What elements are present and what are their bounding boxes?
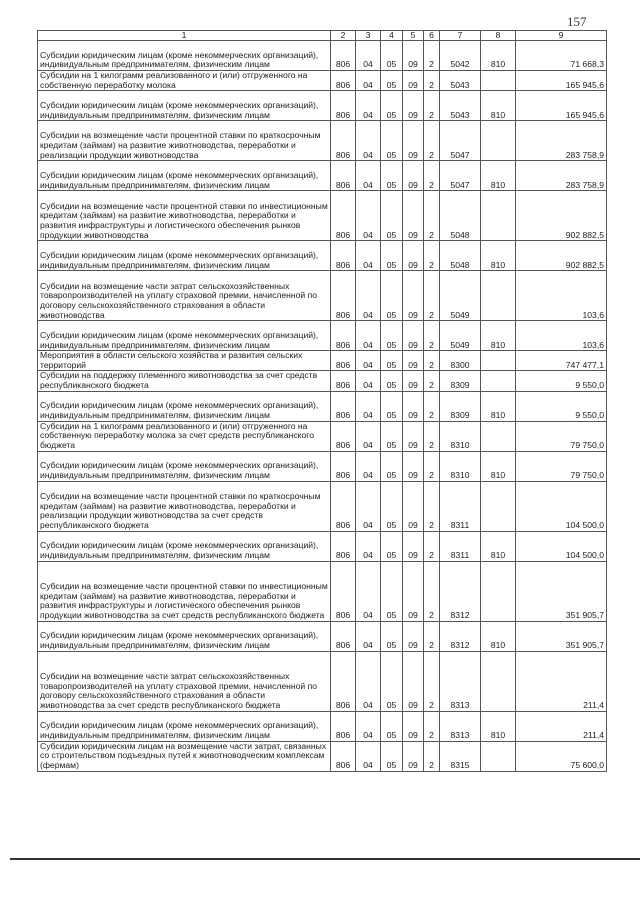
subprogram-code: 2 bbox=[424, 481, 440, 531]
subsection-code: 05 bbox=[381, 391, 403, 421]
program-code: 09 bbox=[403, 351, 424, 371]
section-code: 04 bbox=[356, 241, 381, 271]
table-row bbox=[38, 741, 607, 771]
expense-type-code bbox=[481, 741, 516, 771]
amount: 211,4 bbox=[516, 651, 607, 711]
program-code: 09 bbox=[403, 651, 424, 711]
row-description: Мероприятия в области сельского хозяйства и развития сельских территорий bbox=[38, 351, 331, 371]
expense-type-code: 810 bbox=[481, 161, 516, 191]
program-code: 09 bbox=[403, 241, 424, 271]
budget-table bbox=[37, 30, 607, 772]
target-article-code: 8310 bbox=[440, 421, 481, 451]
row-description: Субсидии юридическим лицам (кроме некоммерческих организаций), индивидуальным предпринимателям, физическим лицам bbox=[38, 391, 331, 421]
expense-type-code bbox=[481, 271, 516, 321]
subprogram-code: 2 bbox=[424, 271, 440, 321]
section-code: 04 bbox=[356, 161, 381, 191]
program-code: 09 bbox=[403, 561, 424, 621]
target-article-code: 5047 bbox=[440, 161, 481, 191]
page-bottom-rule bbox=[10, 858, 640, 860]
row-description: Субсидии на возмещение части процентной ставки по краткосрочным кредитам (займам) на развитие животноводства, переработки и реализации продукции животноводства за счет средств республиканского бюджета bbox=[38, 481, 331, 531]
target-article-code: 5049 bbox=[440, 321, 481, 351]
row-description: Субсидии юридическим лицам (кроме некоммерческих организаций), индивидуальным предпринимателям, физическим лицам bbox=[38, 91, 331, 121]
row-description: Субсидии юридическим лицам (кроме некоммерческих организаций), индивидуальным предпринимателям, физическим лицам bbox=[38, 161, 331, 191]
subprogram-code: 2 bbox=[424, 531, 440, 561]
expense-type-code bbox=[481, 561, 516, 621]
admin-code: 806 bbox=[331, 321, 356, 351]
target-article-code: 8311 bbox=[440, 481, 481, 531]
program-code: 09 bbox=[403, 371, 424, 391]
column-header: 3 bbox=[356, 31, 381, 41]
expense-type-code: 810 bbox=[481, 711, 516, 741]
amount: 104 500,0 bbox=[516, 481, 607, 531]
column-header: 6 bbox=[424, 31, 440, 41]
expense-type-code: 810 bbox=[481, 91, 516, 121]
table-row bbox=[38, 651, 607, 711]
row-description: Субсидии юридическим лицам (кроме некоммерческих организаций), индивидуальным предпринимателям, физическим лицам bbox=[38, 41, 331, 71]
target-article-code: 8312 bbox=[440, 621, 481, 651]
row-description: Субсидии на возмещение части затрат сельскохозяйственных товаропроизводителей на уплату страховой премии, начисленной по договору сельскохозяйственного страхования в области животноводства bbox=[38, 271, 331, 321]
admin-code: 806 bbox=[331, 711, 356, 741]
table-row bbox=[38, 161, 607, 191]
subprogram-code: 2 bbox=[424, 321, 440, 351]
expense-type-code: 810 bbox=[481, 621, 516, 651]
section-code: 04 bbox=[356, 621, 381, 651]
target-article-code: 5042 bbox=[440, 41, 481, 71]
section-code: 04 bbox=[356, 711, 381, 741]
subsection-code: 05 bbox=[381, 71, 403, 91]
subsection-code: 05 bbox=[381, 321, 403, 351]
section-code: 04 bbox=[356, 41, 381, 71]
target-article-code: 5043 bbox=[440, 71, 481, 91]
subprogram-code: 2 bbox=[424, 561, 440, 621]
row-description: Субсидии на 1 килограмм реализованного и (или) отгруженного на собственную переработку молока за счет средств республиканского бюджета bbox=[38, 421, 331, 451]
target-article-code: 8315 bbox=[440, 741, 481, 771]
amount: 902 882,5 bbox=[516, 241, 607, 271]
admin-code: 806 bbox=[331, 121, 356, 161]
target-article-code: 8300 bbox=[440, 351, 481, 371]
program-code: 09 bbox=[403, 481, 424, 531]
target-article-code: 8309 bbox=[440, 371, 481, 391]
amount: 103,6 bbox=[516, 321, 607, 351]
target-article-code: 8312 bbox=[440, 561, 481, 621]
program-code: 09 bbox=[403, 71, 424, 91]
subprogram-code: 2 bbox=[424, 421, 440, 451]
table-row bbox=[38, 121, 607, 161]
target-article-code: 8309 bbox=[440, 391, 481, 421]
amount: 351 905,7 bbox=[516, 561, 607, 621]
program-code: 09 bbox=[403, 531, 424, 561]
program-code: 09 bbox=[403, 271, 424, 321]
subsection-code: 05 bbox=[381, 371, 403, 391]
row-description: Субсидии на возмещение части процентной ставки по краткосрочным кредитам (займам) на развитие животноводства, переработки и реализации продукции животноводства bbox=[38, 121, 331, 161]
program-code: 09 bbox=[403, 191, 424, 241]
table-row bbox=[38, 241, 607, 271]
subprogram-code: 2 bbox=[424, 351, 440, 371]
admin-code: 806 bbox=[331, 191, 356, 241]
subsection-code: 05 bbox=[381, 741, 403, 771]
admin-code: 806 bbox=[331, 451, 356, 481]
table-row bbox=[38, 371, 607, 391]
table-row bbox=[38, 391, 607, 421]
expense-type-code: 810 bbox=[481, 451, 516, 481]
amount: 747 477,1 bbox=[516, 351, 607, 371]
target-article-code: 5049 bbox=[440, 271, 481, 321]
admin-code: 806 bbox=[331, 391, 356, 421]
amount: 75 600,0 bbox=[516, 741, 607, 771]
table-row bbox=[38, 621, 607, 651]
program-code: 09 bbox=[403, 421, 424, 451]
target-article-code: 8311 bbox=[440, 531, 481, 561]
admin-code: 806 bbox=[331, 621, 356, 651]
subprogram-code: 2 bbox=[424, 741, 440, 771]
subprogram-code: 2 bbox=[424, 621, 440, 651]
subsection-code: 05 bbox=[381, 711, 403, 741]
section-code: 04 bbox=[356, 91, 381, 121]
table-row bbox=[38, 481, 607, 531]
subprogram-code: 2 bbox=[424, 651, 440, 711]
row-description: Субсидии юридическим лицам (кроме некоммерческих организаций), индивидуальным предпринимателям, физическим лицам bbox=[38, 321, 331, 351]
admin-code: 806 bbox=[331, 161, 356, 191]
table-body bbox=[38, 41, 607, 772]
target-article-code: 8313 bbox=[440, 711, 481, 741]
amount: 211,4 bbox=[516, 711, 607, 741]
row-description: Субсидии юридическим лицам (кроме некоммерческих организаций), индивидуальным предпринимателям, физическим лицам bbox=[38, 451, 331, 481]
column-header: 2 bbox=[331, 31, 356, 41]
table-row bbox=[38, 191, 607, 241]
subsection-code: 05 bbox=[381, 241, 403, 271]
expense-type-code bbox=[481, 481, 516, 531]
row-description: Субсидии на возмещение части процентной ставки по инвестиционным кредитам (займам) на развитие животноводства, переработки и развития инфраструктуры и логистического обеспечения рынков продукции животноводства за счет средств республиканского бюджета bbox=[38, 561, 331, 621]
amount: 283 758,9 bbox=[516, 121, 607, 161]
program-code: 09 bbox=[403, 451, 424, 481]
row-description: Субсидии юридическим лицам на возмещение части затрат, связанных со строительством подъездных путей к животноводческим комплексам (фермам) bbox=[38, 741, 331, 771]
column-header: 1 bbox=[38, 31, 331, 41]
section-code: 04 bbox=[356, 531, 381, 561]
section-code: 04 bbox=[356, 741, 381, 771]
amount: 283 758,9 bbox=[516, 161, 607, 191]
subsection-code: 05 bbox=[381, 351, 403, 371]
table-row bbox=[38, 351, 607, 371]
section-code: 04 bbox=[356, 71, 381, 91]
column-header: 4 bbox=[381, 31, 403, 41]
table-row bbox=[38, 561, 607, 621]
expense-type-code bbox=[481, 371, 516, 391]
subsection-code: 05 bbox=[381, 481, 403, 531]
table-row bbox=[38, 91, 607, 121]
amount: 103,6 bbox=[516, 271, 607, 321]
page-number: 157 bbox=[567, 14, 587, 29]
expense-type-code bbox=[481, 191, 516, 241]
amount: 79 750,0 bbox=[516, 451, 607, 481]
expense-type-code bbox=[481, 421, 516, 451]
program-code: 09 bbox=[403, 121, 424, 161]
subprogram-code: 2 bbox=[424, 391, 440, 421]
subprogram-code: 2 bbox=[424, 71, 440, 91]
amount: 104 500,0 bbox=[516, 531, 607, 561]
column-number-row bbox=[38, 31, 607, 41]
target-article-code: 5048 bbox=[440, 241, 481, 271]
amount: 9 550,0 bbox=[516, 371, 607, 391]
subsection-code: 05 bbox=[381, 651, 403, 711]
section-code: 04 bbox=[356, 481, 381, 531]
row-description: Субсидии юридическим лицам (кроме некоммерческих организаций), индивидуальным предпринимателям, физическим лицам bbox=[38, 241, 331, 271]
admin-code: 806 bbox=[331, 421, 356, 451]
table-row bbox=[38, 711, 607, 741]
expense-type-code: 810 bbox=[481, 391, 516, 421]
subsection-code: 05 bbox=[381, 531, 403, 561]
section-code: 04 bbox=[356, 321, 381, 351]
expense-type-code: 810 bbox=[481, 241, 516, 271]
program-code: 09 bbox=[403, 741, 424, 771]
amount: 165 945,6 bbox=[516, 91, 607, 121]
subprogram-code: 2 bbox=[424, 91, 440, 121]
expense-type-code: 810 bbox=[481, 321, 516, 351]
program-code: 09 bbox=[403, 621, 424, 651]
admin-code: 806 bbox=[331, 531, 356, 561]
row-description: Субсидии на 1 килограмм реализованного и (или) отгруженного на собственную переработку молока bbox=[38, 71, 331, 91]
section-code: 04 bbox=[356, 451, 381, 481]
subsection-code: 05 bbox=[381, 621, 403, 651]
admin-code: 806 bbox=[331, 71, 356, 91]
subprogram-code: 2 bbox=[424, 451, 440, 481]
row-description: Субсидии юридическим лицам (кроме некоммерческих организаций), индивидуальным предпринимателям, физическим лицам bbox=[38, 621, 331, 651]
admin-code: 806 bbox=[331, 741, 356, 771]
expense-type-code bbox=[481, 651, 516, 711]
subsection-code: 05 bbox=[381, 91, 403, 121]
admin-code: 806 bbox=[331, 561, 356, 621]
admin-code: 806 bbox=[331, 91, 356, 121]
subsection-code: 05 bbox=[381, 271, 403, 321]
program-code: 09 bbox=[403, 161, 424, 191]
expense-type-code bbox=[481, 351, 516, 371]
table-row bbox=[38, 451, 607, 481]
target-article-code: 5047 bbox=[440, 121, 481, 161]
table-row bbox=[38, 321, 607, 351]
section-code: 04 bbox=[356, 121, 381, 161]
section-code: 04 bbox=[356, 271, 381, 321]
subprogram-code: 2 bbox=[424, 371, 440, 391]
subprogram-code: 2 bbox=[424, 241, 440, 271]
section-code: 04 bbox=[356, 371, 381, 391]
admin-code: 806 bbox=[331, 351, 356, 371]
subsection-code: 05 bbox=[381, 161, 403, 191]
section-code: 04 bbox=[356, 651, 381, 711]
subprogram-code: 2 bbox=[424, 121, 440, 161]
program-code: 09 bbox=[403, 391, 424, 421]
table-row bbox=[38, 71, 607, 91]
section-code: 04 bbox=[356, 351, 381, 371]
section-code: 04 bbox=[356, 421, 381, 451]
amount: 9 550,0 bbox=[516, 391, 607, 421]
section-code: 04 bbox=[356, 191, 381, 241]
subsection-code: 05 bbox=[381, 561, 403, 621]
amount: 79 750,0 bbox=[516, 421, 607, 451]
program-code: 09 bbox=[403, 711, 424, 741]
subsection-code: 05 bbox=[381, 191, 403, 241]
subsection-code: 05 bbox=[381, 121, 403, 161]
row-description: Субсидии на возмещение части затрат сельскохозяйственных товаропроизводителей на уплату страховой премии, начисленной по договору сельскохозяйственного страхования в области животноводства за счет средств республиканского бюджета bbox=[38, 651, 331, 711]
admin-code: 806 bbox=[331, 241, 356, 271]
row-description: Субсидии юридическим лицам (кроме некоммерческих организаций), индивидуальным предпринимателям, физическим лицам bbox=[38, 711, 331, 741]
expense-type-code bbox=[481, 121, 516, 161]
subsection-code: 05 bbox=[381, 41, 403, 71]
table-row bbox=[38, 421, 607, 451]
row-description: Субсидии на поддержку племенного животноводства за счет средств республиканского бюджета bbox=[38, 371, 331, 391]
target-article-code: 8310 bbox=[440, 451, 481, 481]
row-description: Субсидии юридическим лицам (кроме некоммерческих организаций), индивидуальным предпринимателям, физическим лицам bbox=[38, 531, 331, 561]
table-row bbox=[38, 271, 607, 321]
table-row bbox=[38, 531, 607, 561]
subprogram-code: 2 bbox=[424, 191, 440, 241]
admin-code: 806 bbox=[331, 481, 356, 531]
program-code: 09 bbox=[403, 321, 424, 351]
column-header: 8 bbox=[481, 31, 516, 41]
subsection-code: 05 bbox=[381, 421, 403, 451]
row-description: Субсидии на возмещение части процентной ставки по инвестиционным кредитам (займам) на развитие животноводства, переработки и развития инфраструктуры и логистического обеспечения рынков продукции животноводства bbox=[38, 191, 331, 241]
expense-type-code: 810 bbox=[481, 41, 516, 71]
amount: 71 668,3 bbox=[516, 41, 607, 71]
amount: 165 945,6 bbox=[516, 71, 607, 91]
subprogram-code: 2 bbox=[424, 41, 440, 71]
target-article-code: 8313 bbox=[440, 651, 481, 711]
section-code: 04 bbox=[356, 391, 381, 421]
expense-type-code bbox=[481, 71, 516, 91]
expense-type-code: 810 bbox=[481, 531, 516, 561]
subprogram-code: 2 bbox=[424, 161, 440, 191]
program-code: 09 bbox=[403, 91, 424, 121]
column-header: 9 bbox=[516, 31, 607, 41]
admin-code: 806 bbox=[331, 651, 356, 711]
subsection-code: 05 bbox=[381, 451, 403, 481]
amount: 351 905,7 bbox=[516, 621, 607, 651]
admin-code: 806 bbox=[331, 371, 356, 391]
column-header: 7 bbox=[440, 31, 481, 41]
column-header: 5 bbox=[403, 31, 424, 41]
program-code: 09 bbox=[403, 41, 424, 71]
admin-code: 806 bbox=[331, 41, 356, 71]
target-article-code: 5048 bbox=[440, 191, 481, 241]
target-article-code: 5043 bbox=[440, 91, 481, 121]
amount: 902 882,5 bbox=[516, 191, 607, 241]
section-code: 04 bbox=[356, 561, 381, 621]
table-row bbox=[38, 41, 607, 71]
subprogram-code: 2 bbox=[424, 711, 440, 741]
admin-code: 806 bbox=[331, 271, 356, 321]
